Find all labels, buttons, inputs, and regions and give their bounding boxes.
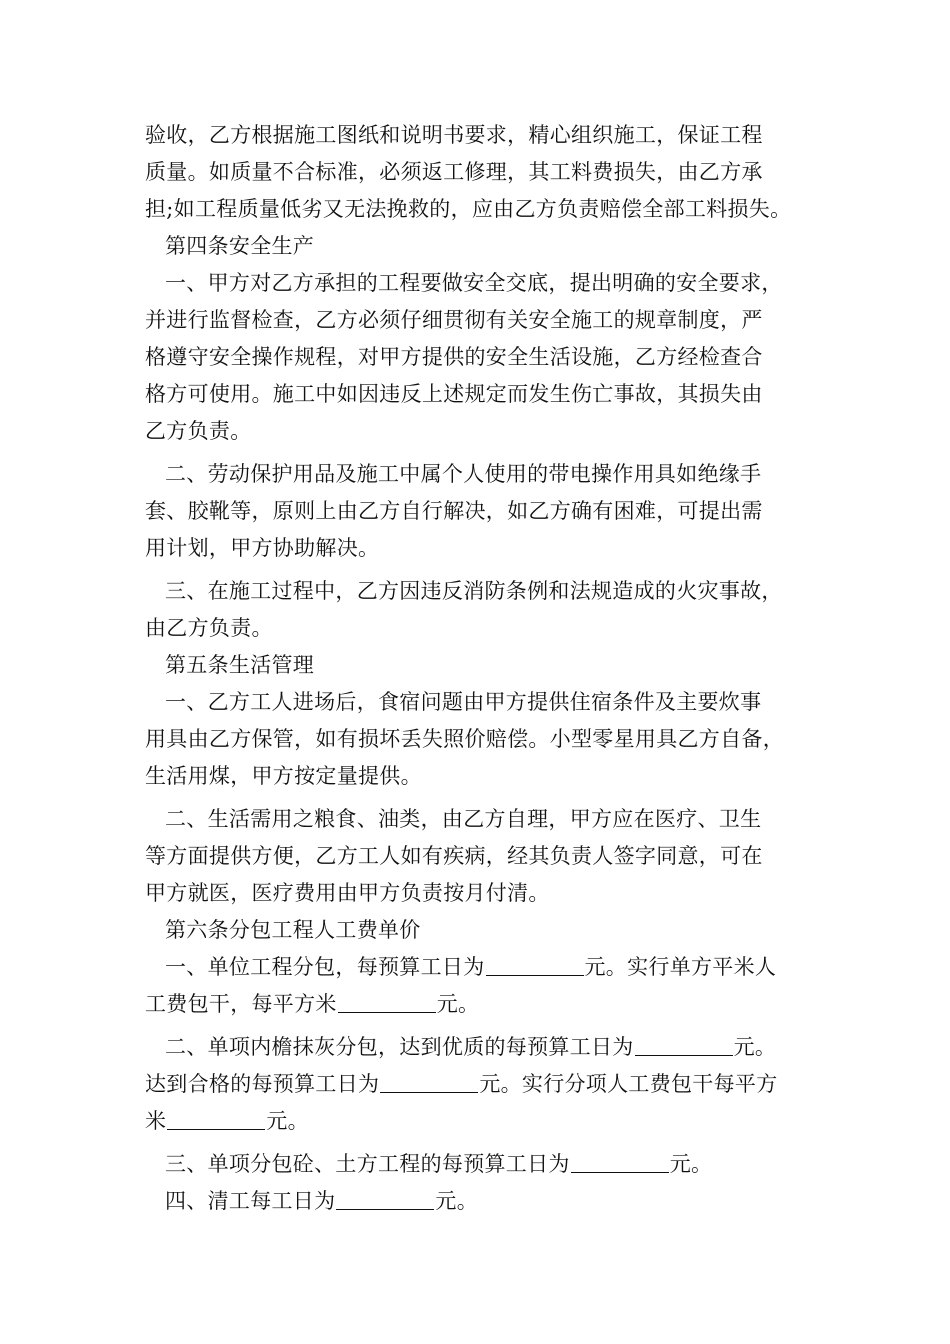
fill-line [145, 1146, 825, 1183]
paragraph-line: 等方面提供方便，乙方工人如有疾病，经其负责人签字同意，可在 [145, 844, 763, 868]
paragraph-line: 乙方负责。 [145, 419, 252, 443]
paragraph-line: 套、胶靴等，原则上由乙方自行解决，如乙方确有困难，可提出需 [145, 499, 763, 523]
paragraph-line: 验收，乙方根据施工图纸和说明书要求，精心组织施工，保证工程 [145, 123, 763, 147]
document-page [145, 117, 825, 1220]
fill-line [145, 986, 825, 1023]
fill-line-suffix: 元。实行单方平米人 [584, 955, 777, 979]
paragraph-line: 质量。如质量不合标准，必须返工修理，其工料费损失，由乙方承 [145, 160, 763, 184]
section-heading-article-6: 第六条分包工程人工费单价 [165, 918, 421, 942]
paragraph-line: 三、在施工过程中，乙方因违反消防条例和法规造成的火灾事故， [165, 579, 783, 603]
fill-line-prefix: 米 [145, 1109, 167, 1133]
paragraph-line: 一、乙方工人进场后，食宿问题由甲方提供住宿条件及主要炊事 [165, 690, 762, 714]
fill-line-prefix: 工费包干，每平方米 [145, 992, 337, 1016]
fill-line-prefix: 二、单项内檐抹灰分包，达到优质的每预算工日为 [165, 1035, 634, 1059]
fill-line [145, 949, 825, 986]
paragraph-line: 一、甲方对乙方承担的工程要做安全交底，提出明确的安全要求， [165, 271, 783, 295]
fill-line-prefix: 达到合格的每预算工日为 [145, 1072, 380, 1096]
fill-in-blank[interactable] [571, 1150, 669, 1173]
paragraph-line: 甲方就医，医疗费用由甲方负责按月付清。 [145, 881, 550, 905]
fill-line [145, 1103, 825, 1140]
fill-line-suffix: 元。 [266, 1109, 309, 1133]
fill-line-suffix: 元。 [669, 1152, 713, 1176]
fill-in-blank[interactable] [338, 990, 436, 1013]
section-heading-article-5: 第五条生活管理 [165, 653, 315, 677]
fill-line [145, 1183, 825, 1220]
paragraph-line: 并进行监督检查，乙方必须仔细贯彻有关安全施工的规章制度，严 [145, 308, 763, 332]
paragraph-line: 担;如工程质量低劣又无法挽救的，应由乙方负责赔偿全部工料损失。 [145, 197, 792, 221]
fill-line-suffix: 元。 [435, 1189, 479, 1213]
fill-line-prefix: 四、清工每工日为 [165, 1189, 336, 1213]
fill-in-blank[interactable] [167, 1107, 265, 1130]
section-heading-article-4: 第四条安全生产 [165, 234, 315, 258]
paragraph-line: 由乙方负责。 [145, 616, 273, 640]
paragraph-line: 用具由乙方保管，如有损坏丢失照价赔偿。小型零星用具乙方自备， [145, 727, 784, 751]
paragraph-line: 格遵守安全操作规程，对甲方提供的安全生活设施，乙方经检查合 [145, 345, 763, 369]
fill-line-suffix: 元。 [436, 992, 480, 1016]
paragraph-line: 二、劳动保护用品及施工中属个人使用的带电操作用具如绝缘手 [165, 462, 762, 486]
fill-line-prefix: 一、单位工程分包，每预算工日为 [165, 955, 485, 979]
fill-line-suffix: 元。实行分项人工费包干每平方 [479, 1072, 778, 1096]
fill-line [145, 1029, 825, 1066]
fill-in-blank[interactable] [635, 1033, 733, 1056]
fill-in-blank[interactable] [336, 1187, 434, 1210]
fill-in-blank[interactable] [486, 953, 584, 976]
fill-line-suffix: 元。 [733, 1035, 777, 1059]
fill-line-prefix: 三、单项分包砼、土方工程的每预算工日为 [165, 1152, 570, 1176]
paragraph-line: 生活用煤，甲方按定量提供。 [145, 764, 422, 788]
fill-in-blank[interactable] [380, 1070, 478, 1093]
paragraph-line: 二、生活需用之粮食、油类，由乙方自理，甲方应在医疗、卫生 [165, 807, 762, 831]
paragraph-line: 格方可使用。施工中如因违反上述规定而发生伤亡事故，其损失由 [145, 382, 763, 406]
paragraph-line: 用计划，甲方协助解决。 [145, 536, 380, 560]
fill-line [145, 1066, 825, 1103]
